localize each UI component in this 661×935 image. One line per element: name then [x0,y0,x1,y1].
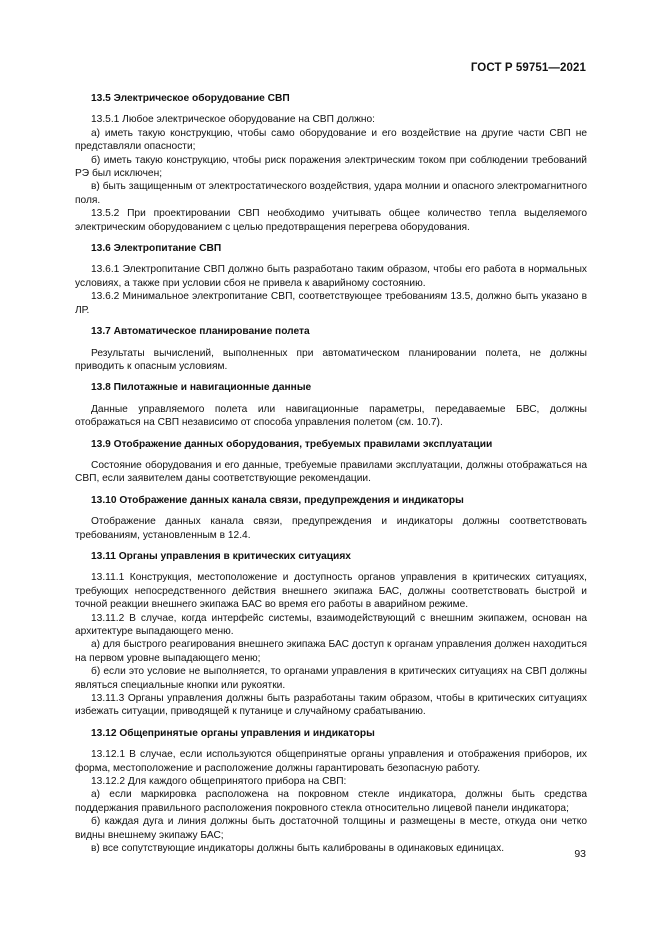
page-number: 93 [574,848,586,860]
paragraph: в) все сопутствующие индикаторы должны быть калиброваны в одинаковых единицах. [91,843,505,855]
paragraph: 13.5.1 Любое электрическое оборудование на СВП должно: [91,114,376,126]
paragraph: Результаты вычислений, выполненных при автоматическом планировании полета, не должны приводить к опасным условиям. [75,347,587,372]
section-13-12 [75,727,587,856]
section-heading: 13.5 Электрическое оборудование СВП [91,93,290,104]
section-heading: 13.11 Органы управления в критических ситуациях [91,550,351,562]
paragraph: 13.5.2 При проектировании СВП необходимо учитывать общее количество тепла выделяемого электрическим оборудованием с целью предотвращения перегрева оборудования. [75,208,587,233]
paragraph: 13.12.2 Для каждого общепринятого прибора на СВП: [91,776,347,788]
paragraph: б) каждая дуга и линия должны быть достаточной толщины и размещены в месте, откуда они четко видны внешнему экипажу БАС; [75,816,587,841]
paragraph: 13.6.1 Электропитание СВП должно быть разработано таким образом, чтобы его работа в нормальных условиях, а также при условии сбоя не привела к аварийному состоянию. [75,264,587,289]
section-13-5 [75,92,587,234]
section-13-8 [75,381,587,429]
section-heading: 13.12 Общепринятые органы управления и индикаторы [91,727,375,739]
paragraph: а) иметь такую конструкцию, чтобы само оборудование и его воздействие на другие части СВП не представляли опасности; [75,127,587,153]
paragraph: Данные управляемого полета или навигационные параметры, передаваемые БВС, должны отображаться на СВП независимо от способа управления полетом (см. 10.7). [75,403,587,429]
paragraph: Состояние оборудования и его данные, требуемые правилами эксплуатации, должны отображаться на СВП, если заявителем даны соответствующие рекомендации. [75,459,587,485]
section-13-10 [75,494,587,542]
document-id: ГОСТ Р 59751—2021 [470,62,586,74]
section-heading: 13.7 Автоматическое планирование полета [91,326,310,338]
paragraph: 13.11.3 Органы управления должны быть разработаны таким образом, чтобы в критических ситуациях избежать ситуации, приводящей к путанице и случайному срабатыванию. [75,693,587,718]
paragraph: б) иметь такую конструкцию, чтобы риск поражения электрическим током при соблюдении требований РЭ был исключен; [75,154,587,180]
section-heading: 13.6 Электропитание СВП [91,243,222,255]
paragraph: в) быть защищенным от электростатического воздействия, удара молнии и опасного электромагнитного поля. [75,181,587,206]
paragraph: 13.12.1 В случае, если используются общепринятые органы управления и отображения приборов, их форма, местоположение и расположение должны гарантировать безопасную работу. [75,749,587,774]
section-13-6 [75,242,587,317]
section-13-11 [75,550,587,719]
paragraph: 13.11.2 В случае, когда интерфейс системы, взаимодействующий с внешним экипажем, основан на архитектуре выпадающего меню. [75,612,587,637]
paragraph: Отображение данных канала связи, предупреждения и индикаторы должны соответствовать требованиям, установленным в 12.4. [75,516,587,541]
document-body [75,92,587,864]
section-13-7 [75,325,587,373]
section-heading: 13.8 Пилотажные и навигационные данные [91,382,312,394]
paragraph: 13.11.1 Конструкция, местоположение и доступность органов управления в критических ситуациях, требующих непосредственного действия внешнего экипажа БАС, должны соответствовать быстрой и точной реакции внешнего экипажа БАС во время его работы в аварийном режиме. [75,572,587,611]
section-heading: 13.9 Отображение данных оборудования, требуемых правилами эксплуатации [91,438,493,450]
paragraph: а) для быстрого реагирования внешнего экипажа БАС доступ к органам управления должен находиться на первом уровне выпадающего меню; [75,639,587,664]
paragraph: 13.6.2 Минимальное электропитание СВП, соответствующее требованиям 13.5, должно быть указано в ЛР. [75,291,587,316]
section-13-9 [75,438,587,486]
paragraph: б) если это условие не выполняется, то органами управления в критических ситуациях на СВП должны являться специальные кнопки или рукоятки. [75,666,587,691]
paragraph: а) если маркировка расположена на покровном стекле индикатора, должны быть средства поддержания правильного расположения покровного стекла относительно лицевой панели индикатора; [75,789,587,814]
section-heading: 13.10 Отображение данных канала связи, предупреждения и индикаторы [91,494,464,506]
